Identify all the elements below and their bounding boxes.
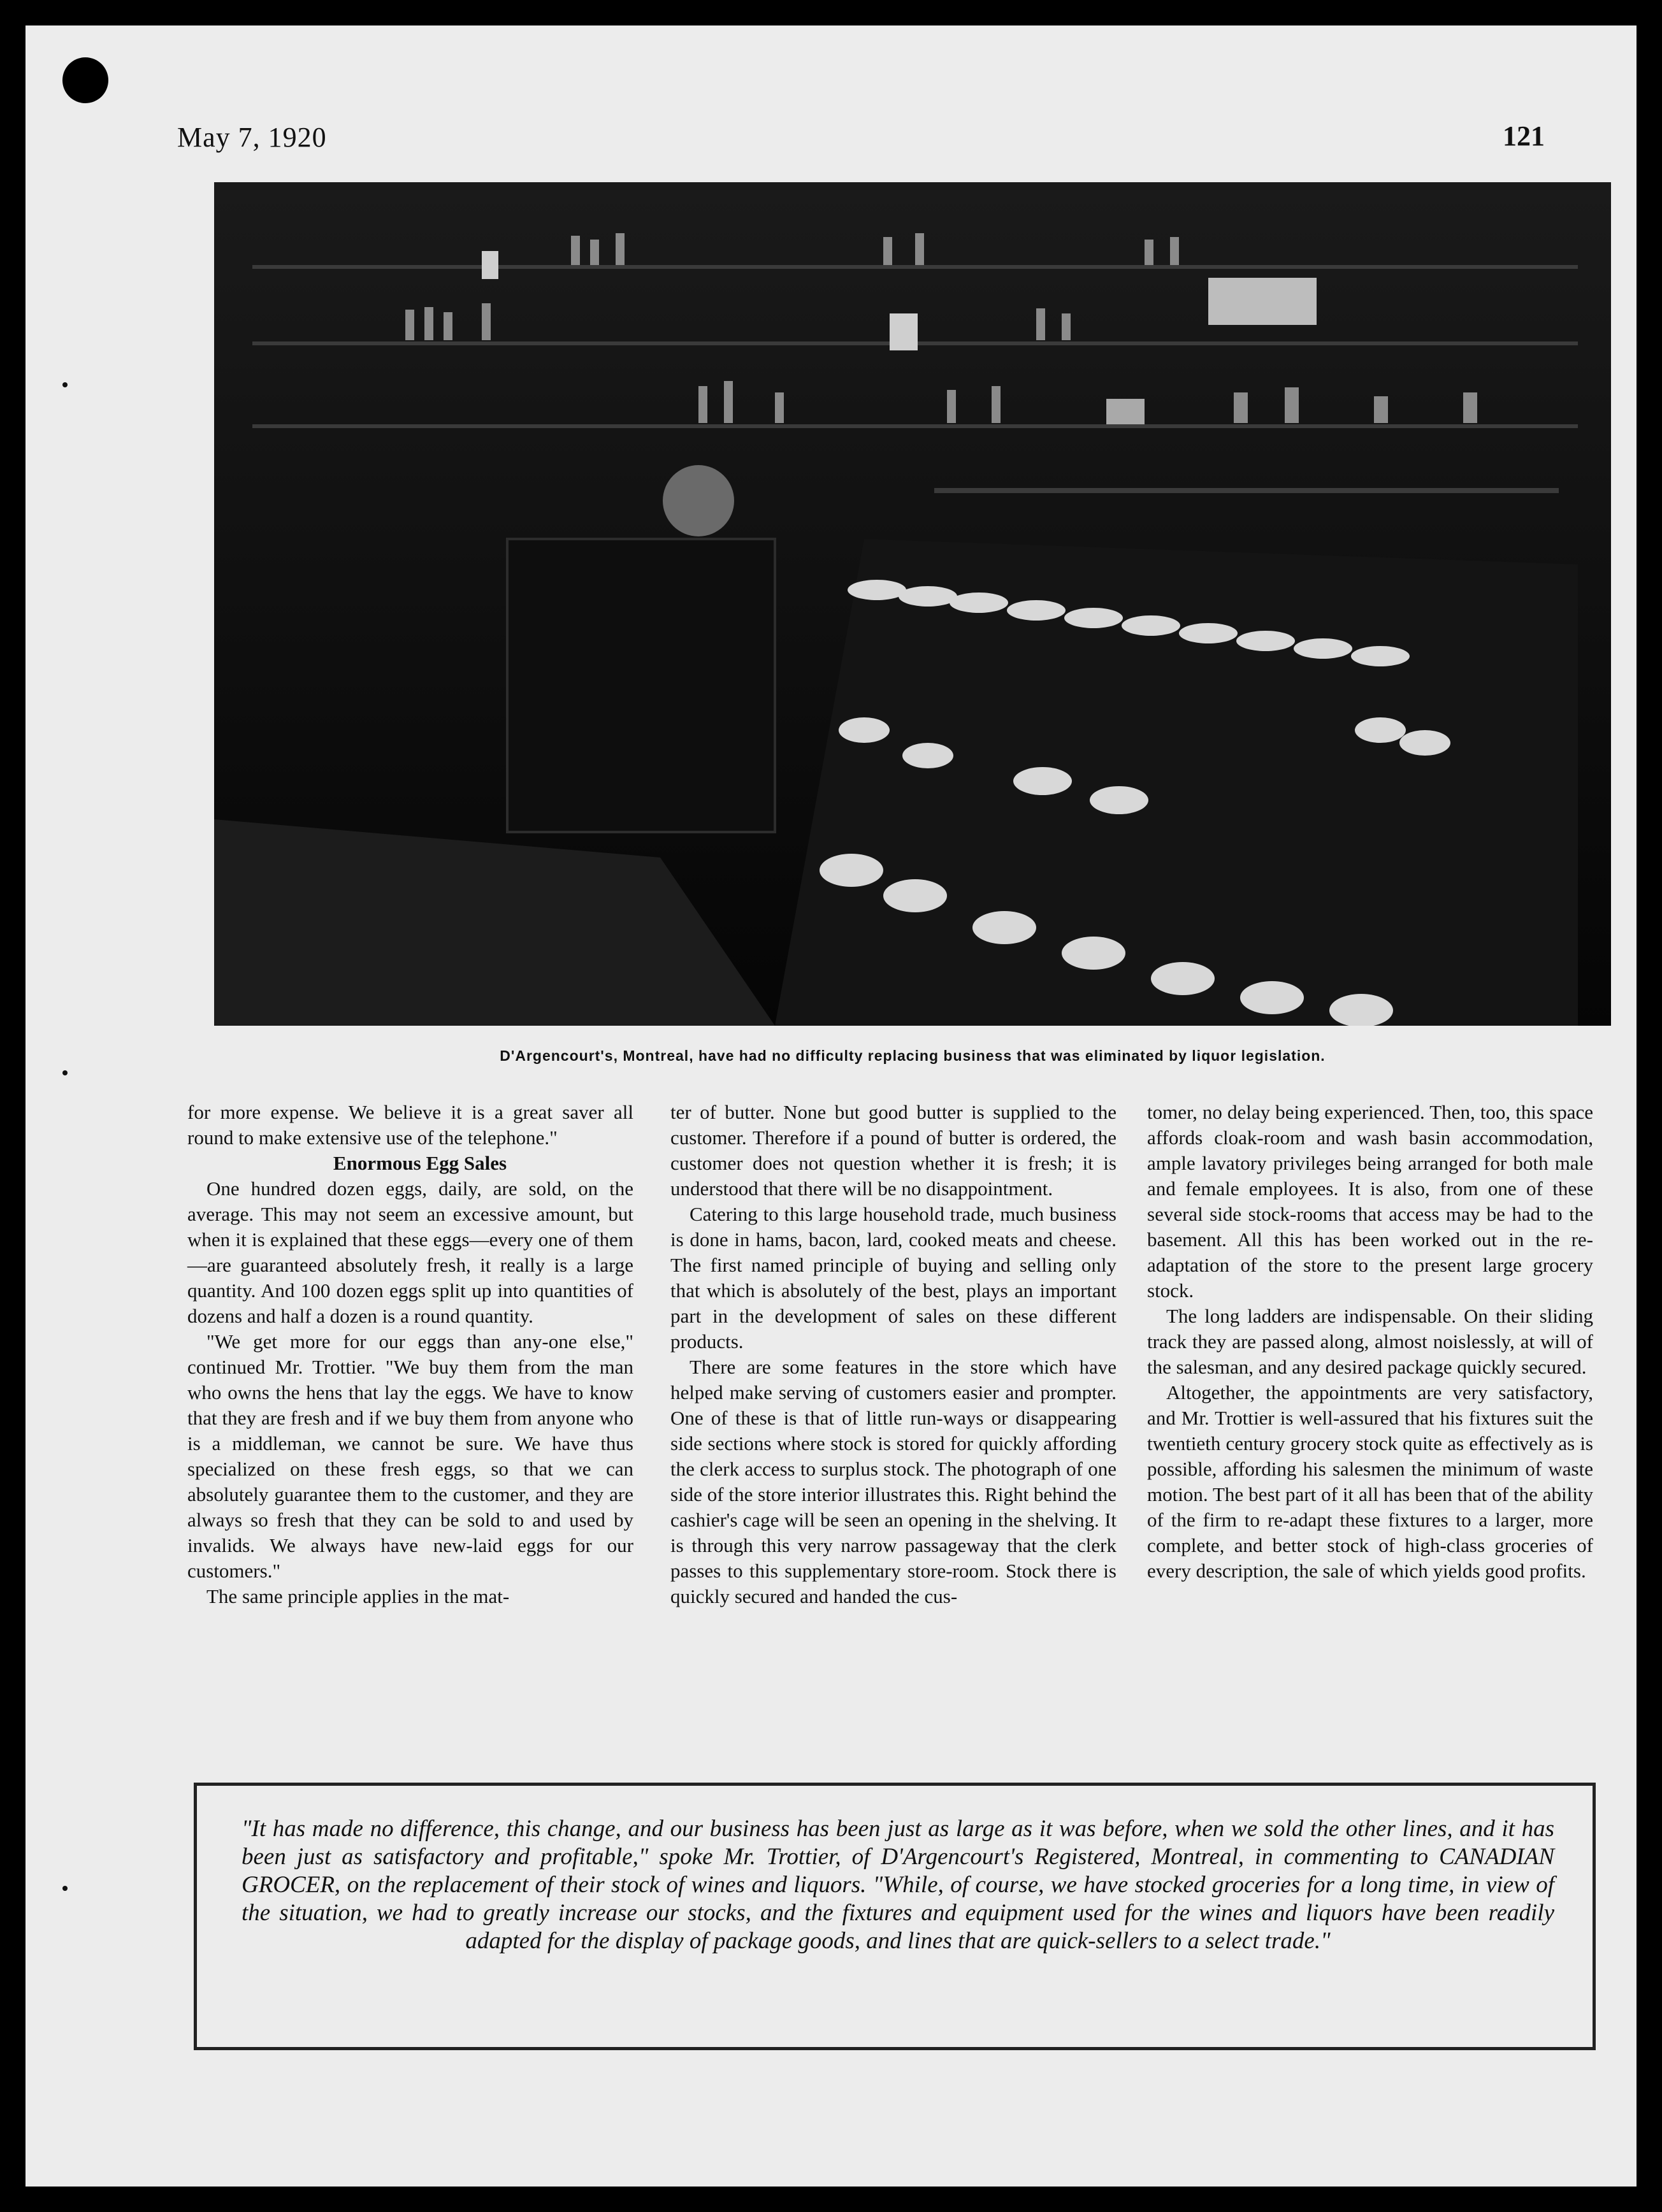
page-number: 121	[1503, 120, 1545, 152]
text-column-1	[187, 1100, 633, 1609]
pull-quote: "It has made no difference, this change, and our business has been just as large as it was before, when we sold the other lines, and it has been just as satisfactory and profitable," spoke Mr. Trottier, of D'Argencourt's Registered, Montreal, in commenting to CANADIAN GROCER, on the replacement of their stock of wines and liquors. "While, of course, we have stocked groceries for a long time, in view of the situation, we had to greatly increase our stocks, and the fixtures and equipment used for the wines and liquors have been readily adapted for the display of package goods, and lines that are quick-sellers to a select trade."	[242, 1816, 1554, 1954]
punch-hole	[62, 57, 108, 103]
paragraph: The same principle applies in the mat-	[206, 1585, 510, 1607]
text-column-2	[670, 1100, 1116, 1609]
margin-mark	[62, 1070, 68, 1075]
store-interior-photo-icon	[214, 182, 1611, 1026]
magazine-page	[25, 25, 1637, 2187]
store-interior-photo	[214, 182, 1611, 1026]
paragraph: Catering to this large household trade, much business is done in hams, bacon, lard, cooked meats and cheese. The first named principle of buying and selling only that which is absolutely of the best, plays an important part in the development of sales on these different products.	[670, 1203, 1116, 1353]
paragraph: The long ladders are indispensable. On their sliding track they are passed along, almost noislessly, at will of the salesman, and any desired package quickly secured.	[1147, 1305, 1593, 1378]
paragraph: "We get more for our eggs than any-one else," continued Mr. Trottier. "We buy them from the man who owns the hens that lay the eggs. We have to know that they are fresh and if we buy them from anyone who is a middleman, we cannot be sure. We have thus specialized on these fresh eggs, so that we can absolutely guarantee them to the customer, and they are always so fresh that they can be sold to and used by invalids. We always have new-laid eggs for our customers."	[187, 1330, 633, 1582]
margin-mark	[62, 1886, 68, 1891]
paragraph: ter of butter. None but good butter is supplied to the customer. Therefore if a pound of butter is ordered, the customer does not question whether it is fresh; it is understood that there will be no disappointment.	[670, 1101, 1116, 1200]
pull-quote-box	[194, 1783, 1596, 2050]
issue-date: May 7, 1920	[177, 122, 327, 153]
paragraph: One hundred dozen eggs, daily, are sold, on the average. This may not seem an excessive amount, but when it is explained that these eggs—every one of them—are guaranteed absolutely fresh, it really is a large quantity. And 100 dozen eggs split up into quantities of dozens and half a dozen is a round quantity.	[187, 1177, 633, 1327]
paragraph: tomer, no delay being experienced. Then, too, this space affords cloak-room and wash basin accommodation, ample lavatory privileges being arranged for both male and female employees. It is also, from one of these several side stock-rooms that access may be had to the basement. All this has been worked out in the re-adaptation of the store to the present large grocery stock.	[1147, 1101, 1593, 1302]
margin-mark	[62, 382, 68, 387]
section-heading: Enormous Egg Sales	[333, 1152, 507, 1174]
photo-caption: D'Argencourt's, Montreal, have had no difficulty replacing business that was eliminated by liquor legislation.	[500, 1047, 1326, 1064]
paragraph: There are some features in the store which have helped make serving of customers easier and prompter. One of these is that of little run-ways or disappearing side sections where stock is stored for quickly affording the clerk access to surplus stock. The photograph of one side of the store interior illustrates this. Right behind the cashier's cage will be seen an opening in the shelving. It is through this very narrow passageway that the clerk passes to this supplementary store-room. Stock there is quickly secured and handed the cus-	[670, 1356, 1116, 1607]
paragraph: Altogether, the appointments are very satisfactory, and Mr. Trottier is well-assured that his fixtures suit the twentieth century grocery stock quite as effectively as is possible, affording his salesmen the minimum of waste motion. The best part of it all has been that of the ability of the firm to re-adapt these fixtures to a larger, more complete, and better stock of high-class groceries of every description, the sale of which yields good profits.	[1147, 1381, 1593, 1582]
text-column-3	[1147, 1100, 1593, 1584]
paragraph: for more expense. We believe it is a great saver all round to make extensive use of the telephone."	[187, 1101, 633, 1149]
